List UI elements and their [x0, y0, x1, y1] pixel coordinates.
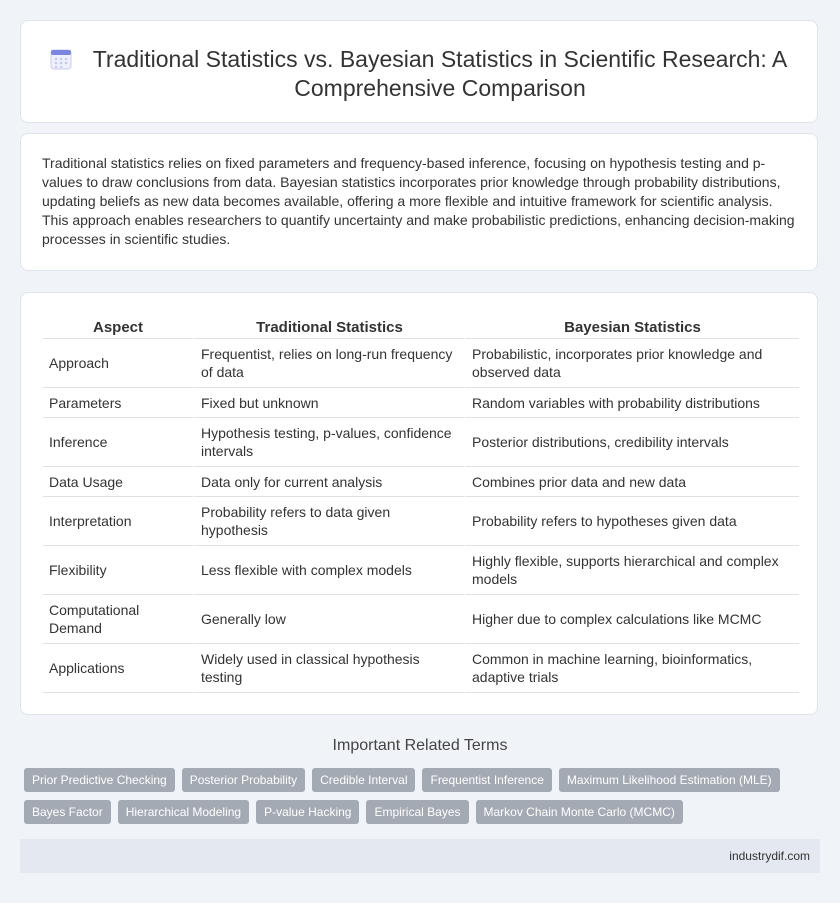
traditional-cell: Hypothesis testing, p-values, confidence intervals [193, 418, 464, 467]
related-term-tag[interactable]: Credible Interval [312, 768, 415, 792]
bayesian-cell: Common in machine learning, bioinformatics, adaptive trials [464, 644, 799, 693]
traditional-cell: Fixed but unknown [193, 388, 464, 418]
table-row [43, 467, 799, 497]
bayesian-cell: Higher due to complex calculations like MCMC [464, 595, 799, 644]
site-link[interactable]: industrydif.com [729, 849, 810, 863]
table-row [43, 497, 799, 546]
bayesian-cell: Highly flexible, supports hierarchical and complex models [464, 546, 799, 595]
related-term-tag[interactable]: Hierarchical Modeling [118, 800, 249, 824]
related-term-tag[interactable]: Bayes Factor [24, 800, 111, 824]
related-term-tag[interactable]: Markov Chain Monte Carlo (MCMC) [476, 800, 683, 824]
column-header-traditional: Traditional Statistics [193, 315, 464, 339]
aspect-cell: Approach [43, 339, 193, 388]
title-card [20, 20, 818, 123]
related-term-tag[interactable]: Prior Predictive Checking [24, 768, 175, 792]
traditional-cell: Data only for current analysis [193, 467, 464, 497]
comparison-card [20, 292, 818, 715]
table-header-row [43, 315, 799, 339]
table-row [43, 418, 799, 467]
footer-bar [20, 839, 820, 873]
intro-paragraph: Traditional statistics relies on fixed parameters and frequency-based inference, focusing on hypothesis testing and p-values to draw conclusions from data. Bayesian statistics incorporates prior knowledge through probability distributions, updating beliefs as new data becomes available, offering a more flexible and intuitive framework for scientific analysis. This approach enables researchers to quantify uncertainty and make probabilistic predictions, enhancing decision-making processes in scientific studies. [42, 155, 795, 247]
aspect-cell: Computational Demand [43, 595, 193, 644]
traditional-cell: Probability refers to data given hypothesis [193, 497, 464, 546]
traditional-cell: Frequentist, relies on long-run frequency of data [193, 339, 464, 388]
bayesian-cell: Probability refers to hypotheses given data [464, 497, 799, 546]
traditional-cell: Generally low [193, 595, 464, 644]
aspect-cell: Data Usage [43, 467, 193, 497]
aspect-cell: Applications [43, 644, 193, 693]
comparison-table [43, 315, 799, 693]
related-term-tag[interactable]: Empirical Bayes [366, 800, 468, 824]
aspect-cell: Interpretation [43, 497, 193, 546]
table-row [43, 339, 799, 388]
aspect-cell: Parameters [43, 388, 193, 418]
related-terms-list [24, 768, 814, 824]
page-title: Traditional Statistics vs. Bayesian Statistics in Scientific Research: A Comprehensive Comparison [92, 46, 788, 101]
aspect-cell: Inference [43, 418, 193, 467]
traditional-cell: Widely used in classical hypothesis testing [193, 644, 464, 693]
related-terms-heading: Important Related Terms [332, 737, 508, 754]
related-term-tag[interactable]: Maximum Likelihood Estimation (MLE) [559, 768, 780, 792]
table-row [43, 644, 799, 693]
aspect-cell: Flexibility [43, 546, 193, 595]
bayesian-cell: Combines prior data and new data [464, 467, 799, 497]
bayesian-cell: Posterior distributions, credibility intervals [464, 418, 799, 467]
intro-card [20, 133, 818, 271]
column-header-aspect: Aspect [43, 315, 193, 339]
table-row [43, 388, 799, 418]
bayesian-cell: Random variables with probability distributions [464, 388, 799, 418]
traditional-cell: Less flexible with complex models [193, 546, 464, 595]
table-row [43, 595, 799, 644]
related-term-tag[interactable]: P-value Hacking [256, 800, 359, 824]
related-term-tag[interactable]: Frequentist Inference [422, 768, 551, 792]
bayesian-cell: Probabilistic, incorporates prior knowledge and observed data [464, 339, 799, 388]
calendar-icon [49, 47, 73, 71]
related-term-tag[interactable]: Posterior Probability [182, 768, 305, 792]
column-header-bayesian: Bayesian Statistics [464, 315, 799, 339]
table-row [43, 546, 799, 595]
